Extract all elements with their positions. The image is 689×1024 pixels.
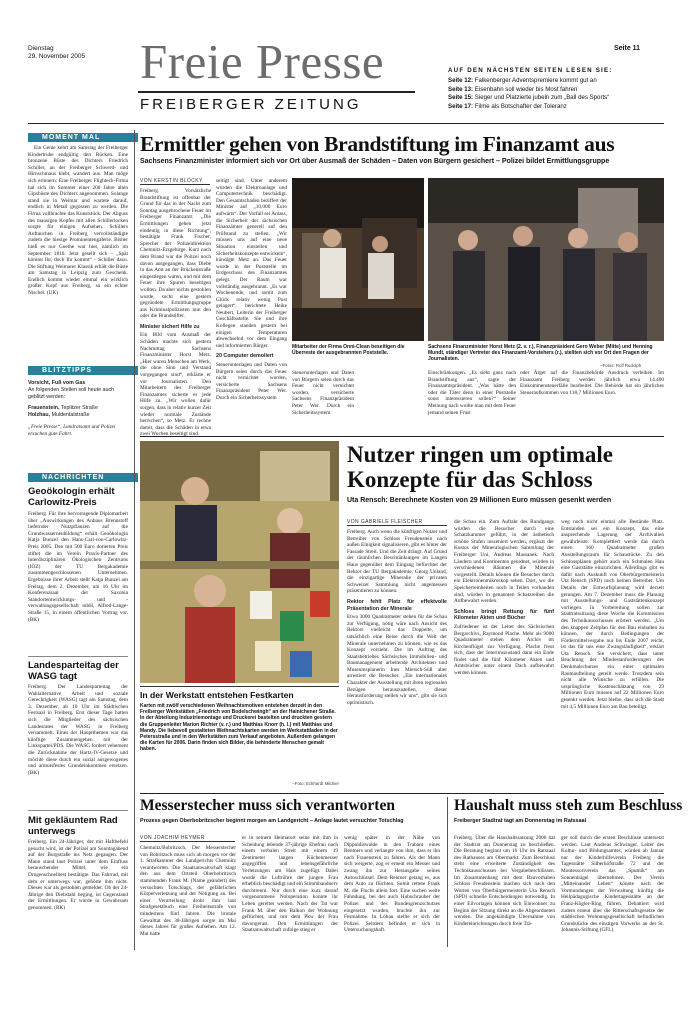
blitztipps-heading: BLITZTIPPS [28,366,138,375]
preview-heading: AUF DEN NÄCHSTEN SEITEN LESEN SIE: [448,67,613,74]
news-1-text: Freiberg. Für ihre hervorragende Diplomarbeit über „Auswirkungen des Anbaus Brennstoff liefernder Nutzpflanzen auf die Grundwasserneubildung“ erhält Geoökologin Katja Bunzel den Hans-Carl-von-Carlowitz-Preis 2005. Den mit 500 Euro dotierten Preis stiftet die im Verein Praxis-Partner des Interdisziplinären Ökologischen Zentrums (IÖZ) der TU Bergakademie zusammengeschlossenen Unternehmen. Ergebnisse ihrer Arbeit stellt Katja Bunzel am Freitag, dem 2. Dezember, um 16 Uhr im Konferenzsaal der Saxonia Standortentwicklungs- und -verwaltungsgesellschaft mbH, Alfred-Lange-Straße 15, in einem öffentlichen Vortrag vor. (BK) [28,511,128,623]
photo-workshop-cards [140,441,339,683]
moment-mal-text: Ein Genie kehrt am Samstag der Freiberger Kindertruhe endgültig den Rücken. Eine bronzene Büste des Dichters Friedrich Schiller, an der Freiberger Schwerd- und Hirnschmaus klebt, wandert aus. Man möge sich erinnern: Eine Freiberger Flightech-Firma hat sich im Sommer einer 200 Jahre alten Gipsbüste des Dichters angenommen. Solange stand sie in Weimar und wartete darauf, endlich in Metall gegossen zu werden. Die Firma vollbrachte das Kunststück. Der Abguss des mausigen Kopfes mit allen Schillerlocken sorgte für einigen Aufsehen. Schillers Auftauchen in Freiberg vervollständigte zudem die hiesige Prominentengalerie. Bisher hieß es nur Goethe war hier, nämlich im September 1810. Jetzt gesellt sich – „Spät kömmt Ihr, doch Ihr kommt“ – Schiller dazu. Die Stiftung Weimarer Klassik erhält die Büste am Samstag in Leipzig zum Geschenk. Endlich kommt wieder einmal ein wirklich großer Kopf aus Freiberg, so ein echter Nischel. (UK) [28,145,128,297]
newspaper-subtitle: FREIBERGER ZEITUNG [140,96,362,113]
photo-cleanup-crew [292,178,424,341]
newspaper-title: Freie Presse [140,34,385,89]
lead-headline: Ermittler gehen von Brandstiftung im Finanzamt aus [140,132,615,156]
news-3-text: Freiberg. Ein 24-Jähriger, der mit Haftbefehl gesucht wird, ist der Polizei am Sonntagabend auf der Burgstraße ins Netz gegangen. Der Mann stand laut Polizei unter dem Einfluss berauschender Mittel, wie ein Drogenschnelltest bestätigte. Das Fahrrad, mit dem er unterwegs war, gehörte ihm nicht. Dieses war als gestohlen gemeldet. Ob der 24-Jährige den Diebstahl beging, ist Gegenstand der Ermittlungen. Er wurde in Gewahrsam genommen. (BK) [28,839,128,911]
news-2-text: Freiberg. Der Landesparteitag der Wahlalternative Arbeit und soziale Gerechtigkeit (WASG) tagt am Samstag, dem 3. Dezember, ab 10 Uhr im Städtischen Festsaal in Freiberg. Erst dieser Tage hatten sich die Mitglieder des sächsischen Landesrates der WASG in Freiberg versammelt. Eines der Hauptthemen war das künftige Zusammengehen mit der Linkspartei/PDS. Die WASG fordert vehement die Zurücknahme der Hartz-IV-Gesetze und möchte diese durch ein sozial ausgewogenes und armutsfestes Grundeinkommen ersetzen. (BK) [28,684,128,776]
news-3-title: Mit gekläuntem Rad unterwegs [28,815,118,837]
workshop-caption-title: In der Werkstatt entstehen Festkarten [140,690,294,700]
bottom-2-column-2: ger soll durch die ersten Beschlüsse untersetzt werden. Laut Andreas Schwinger, Leiter des Kultur- und Bildungsamtes, würden ab Januar nur der Kinderhilfeverein Freiberg die Tagesstätte Silberhöfstraße 72 und der Montessoriverein das „Sputnik“ am Sonnenhügel übernehmen. Der Verein „Mitteinander Leben“ könnte nach der Vormundungen der Verwaltung künftig die Heilpädagogische Kindertagesstätte an der Franz-Kögler-Ring führen. Debattiert wird zudem erneut über die Ritterschaftsgesetze der städtischen Wohnungsgesellschaft befindlichen Grundstücke des einstigen Vorwerks an der St. Johannis-Stiftung (GFL). [561,835,664,934]
photo-1-caption: Mitarbeiter der Firma Onni-Clean beseitigen die Überreste der ausgebrannten Poststelle. [292,344,405,357]
bottom-2-column-1: Freiberg. Über die Haushaltssatzung 2006 hat der Stadtrat am Donnerstag zu beschließen. Die Beratung beginnt um 16 Uhr im Ratssaal des Rathauses am Obermarkt. Zum Beschluss steht eine erweiterte Zuständigkeit des Technikausschusses bei Vergabebeschlüssen. Im Zusammenhang mit dem Bauvorhaben Schloss Freudenstein machen sich nach den Worten von Oberbürgermeisterin Uta Rensch (SPD) schnelle Entscheidungen notwendig. In einer Eilvorlagen können sich Einwohner zu Beginn der Sitzung direkt an die Abgeordneten wenden. Die angekündigte Übernahme von Kindereinrichtungen durch freie Trä- [454,835,555,927]
workshop-caption-box [140,686,339,789]
preview-item: Seite 17: Filme als Botschafter der Toleranz [448,102,567,110]
nachrichten-heading: NACHRICHTEN [28,473,138,482]
blitztipps-box: Vorsicht, Fuß vom Gas An folgenden Stellen soll heute auch geblitzt werden: Frauenstein, Teplitzer Straße Holzhau, Muldentalstraße „Freie Presse“, Landratsamt und Polizei ersuchen gute Fahrt. [28,380,128,438]
schloss-column-2: die Schau ein. Zum Auftakt des Rundgangs würden die Besucher durch eine Schatzkammer geführt, in der ästhetisch schöne Stufen inszeniert werden, ergänzt der Kustos der Mineralogischen Sammlung der Freiberger Uni, Andreas Massanek. Nach Ländern und Kontinenten geordnet, würden in verschiedenen Räumen die Minerale vorgestellt. Details können die Besucher durch ein Elektronenmikroskop sehen. Dort, wo die Speicherreinheiten noch in Teilen vorhanden sind, würden in genannten Schatzreihen die Aufbewahrt werden. Schloss bringt Rettung für fünf Kilometer Akten und Bücher Zufriedener ist der Leiter des Sächsischen Bergarchivs, Raymond Plache. Mehr als 9000 Quadratmeter stehen dem Archiv im Kirchenflügel zur Verfügung. Plache freut sich, dass der Interimszustand dann ein Ende findet und die fünf Kilometer Akten und Amtsbücher unter einem Dach aufbewahrt werden können. [454,519,554,677]
preview-list [448,77,609,111]
workshop-photo-credit: –Foto: Eckhardt Mildner [292,781,339,786]
bottom-1-byline: VON JOACHIM HEYMER [140,835,235,842]
news-2-title: Landesparteitag der WASG tagt [28,660,119,682]
bottom-1-headline: Messerstecher muss sich verantworten [140,797,395,814]
schloss-byline: VON GABRIELE FLEISCHER [347,519,447,526]
lead-column-1: Freiberg. Vorsätzliche Brandstiftung ist offenbar der Grund für das in der Nacht zum Sonntag ausgebrochene Feuer im Freiberger Finanzamt. „Die Ermittlungen gehen jetzt eindeutig in diese Richtung“, bestätigte Frank Fischer, Sprecher der Polizeidirektion Chemnitz-Erzgebirge. Kurz nach dem Brand war die Polizei noch davon ausgegangen, dass Diebe in das Amt an der Brückenstraße eingestiegen waren, und mit dem Feuer ihre Spuren beseitigen wollten. Da aber nichts gestohlen wurde, sucht eine gestern gegründete Ermittlungsgruppe aus Kriminalpolizisten nun den oder die Brandstifter. Minister sichert Hilfe zu Ein Bild vom Ausmaß der Schäden machte sich gestern Nachmittag Sachsens Finanzminister Horst Metz. „Hier waren Menschen am Werk, die ohne Sinn und Verstand vorgegangen sind“, erklärte er vor Journalisten. Den Mitarbeitern des Freiberger Finanzamtes sicherte er jede Hilfe zu. „Wir wollen dafür sorgen, dass in relativ kurzer Zeit wieder normale Zustände herrschen“, so Metz. Er rechne damit, dass die Schäden in etwa zwei Wochen beseitigt sind. [140,188,211,438]
workshop-caption-text: Karten mit zwölf verschiedenen Weihnachtsmotiven entstehen derzeit in den Freiberger Werkstätten „Friedrich von Bodelschwingh“ an der Hainichener Straße. In der Abteilung Industriemontage und Druckerei bastelten und druckten gestern die Gruppenleiter Marion Richter (v. r.) und Matthias Knorr (h. l.) mit Matthias und Mandy. Die liebevoll gestalteten Weihnachtskarten werden im Werkstattladen in der Petersstraße und in den Werkstätten zum Verkauf angeboten. Außerdem gelangen die Karten für 2006. Darin finden sich Bilder, die behinderte Menschen gemalt haben. [140,703,338,753]
schloss-column-3: weg noch nicht einmal alle Bestände Platz. Entstanden sei ein Konzept, das eine ansprechende Lagerung der Archivalien gewährleiste. Komplettiert werde das durch einen 160 Quadratmeter großen Ausstellungsraum für Schaustücke. Zu den Schlossplänen gehört auch ein Schmalen Hau eine Gaststätte einzurichten. Allerdings gibt es dafür nach Auskunft von Oberbürgermeisterin Uta Rensch (SPD) noch keinen Betreiber. Um Details der Entwurfsplanung wird derzeit gerungen. Am 7. Dezember muss die Planung mit Ausstellungs- und Gaststättenkonzept vorliegen. In Vorbereitung sollen zur Stadtratssitzung diese Woche die Kommission des Technikausschusses erörtert werden. „Um den knappen Zeitplan für den Bau einhalten zu können, der durch Bedingungen der Fördermittelvergabe nur bis Ende 2007 reicht, ist das für uns eine Zwangsläufigkeit“, erklärt Uta Rensch. Sie versichert, dass unter Beachtung der Mindestanforderungen des Denkmalschutzes ein einer optimalen Raumaufteilung geteilt werde. Trotzdem sein nicht alle Wünsche zu erfüllen. Die ursprüngliche Kostenschätzung von 29 Millionen Euro müssen auf 22 Millionen Euro gesenkt werden. Jetzt bleibe, dass sich die Stadt mit 4,5 Millionen Euro am Bau beteiligt. [561,519,664,710]
photo-2-caption: Sachsens Finanzminister Horst Metz (2. v. r.), Finanzpräsident Gero Weber (Mitte) und Henning Mundt, ständiger Vertreter des Finanzamt-Vorstehers (r.), stellten sich vor Ort den Fragen der Journalisten. [428,344,653,363]
lead-byline: VON KERSTIN BLÖCKY [140,178,210,185]
blitztipps-note: „Freie Presse“, Landratsamt und Polizei ersuchen gute Fahrt. [28,423,116,437]
issue-day: Dienstag [28,45,54,52]
bottom-1-column-2: er in seinem Heimatort seine mit ihm in Scheidung lebende 37-jährige Ehefrau nach einem verbalen Streit mit einem 19 Zentimeter langen Küchenmesser angegriffen und lebensgefährliche Verletzungen am Hals zugefügt. Dabei wurde die Luftröhre der jungen Frau erheblich beschädigt und ein Stimmbandnerv durchtrennt. Nur durch eine kurz darauf vorgenommene Notoperation konnte ihr Leben gerettet werden. Nach der Tat war Frank M. über den Balkon der Wohnung geflüchtet, und mit dem Pkw der Frau davongerast. Den Ermittlungen der Staatsanwaltschaft zufolge stieg er [242,835,338,934]
bottom-2-subhead: Freiberger Stadtrat tagt am Donnerstag im Ratssaal [454,818,587,824]
news-1-title: Geoökologin erhält Carlowitz-Preis [28,486,115,508]
schloss-headline: Nutzer ringen um optimale Konzepte für das Schloss [347,442,613,492]
lead-photo-credit: –Fotos: Rolf Rudolph [600,363,642,368]
lead-column-3: Steuerunterlagen und Daten von Bürgern seien durch das Feuer nicht vernichtet worden, versicherte Sachsens Finanzpräsident Peter Wer. Durch ein Sicherheitssystem [292,370,354,416]
blitztipps-intro: An folgenden Stellen soll heute auch geblitzt werden: [28,386,114,400]
preview-item: Seite 15: Sieger und Platzierte jubeln zum „Ball des Sports“ [448,94,610,102]
bottom-1-subhead: Prozess gegen Oberbobritzscher beginnt morgen am Landgericht – Anlage lautet versuchter Totschlag [140,818,404,824]
preview-item: Seite 12: Falkenberger Adventspremiere kommt gut an [448,77,597,84]
lead-subhead-minister: Minister sichert Hilfe zu [140,323,200,330]
schloss-subhead: Uta Rensch: Berechnete Kosten von 29 Millionen Euro müssen gesenkt werden [347,497,612,504]
lead-column-5: Einschränkungen. „Es sieht ganz nach Brandstiftung aus“, sagte der Finanzamtspräsident. „Was hätte den oder die Täter denn in einer Poststelle sonst interessieren sollen?“ Seiner Meinung nach wollte man mit dem Feuer jemand seinen Frust [428,370,516,416]
bottom-2-headline: Haushalt muss steh zum Beschluss [454,797,683,814]
bottom-1-column-3: wenig später in der Nähe von Dippoldiswalde in den Trabant eines Rentners und verlangte von ihm, dass er ihn nach Frauenstein zu fahren. Als der Mann sich weigerte, zog er erneut ein Messer und zwang ihn zur Herausgabe seines Autoschlüssel. Dem Rentner gelang es, aus dem Auto zu flüchten. Somit rettete Frank M. die Flucht allein fort. Eine suchen weite Fahndung, bei der auch Hubschrauber der Polizei und des Bundesgrenzschutzes eingesetzt wurden, brachte ihn zur Festnahme. In Löbau stellte er sich der Polizei. Seitdem befindet er sich in Untersuchungshaft. [344,835,440,934]
page-number: Seite 11 [614,45,641,52]
lead-column-6: oder Ärger auf die Finanzbehörde Ausdruck verleihen. Im Finanzamt Freiberg werden jährlich etwa 14.400 Einkommensteuerfälle bearbeitet. Die Behörde hat ein jährliches Steueraufkommen von 118,7 Millionen Euro. [520,370,664,396]
blitztipps-title: Vorsicht, Fuß vom Gas [28,380,86,386]
schloss-subhead-rektor: Rektor fehlt Platz für effektvolle Präsentation der Minerale [347,598,447,612]
schloss-column-1: Freiberg. Auch wenn die künftigen Nutzer und Betreiber von Schloss Freudenstein nach außen Einigkeit signalisieren, gibt es hinter der Fassade Streit. Und die Zeit drängt. Auf Grund der räumlichen Beschränkungen im Langen Haus gegenüber dem Eingang befürchtet der Rektor der TU Bergakademie, Georg Unland, die einzigartige Mineralie der privaten Schweizer Sammlung nicht angemessen präsentieren zu können. Rektor fehlt Platz für effektvolle Präsentation der Minerale Etwa 3000 Quadratmeter stehen für die Schau zur Verfügung, nötig wäre nach Ansicht des Rektors vielleicht das Doppelte, um tatsächlich eine Reise durch die Welt der Minerale unternehmen zu können, wie es das Konzept vorsieht. Die im Auftrag des Staatsbetriebes Sächsisches Immobilien- und Baumanagement arbeitende Architekten und Museumsplanerin Ines Miersch-Süß aber arrestiert die Besucher. „Ein internationales Charakter der Ausstellung mit ihren regionalen Bezügen herauszustellen, dieser Herausforderung stellen wir uns“, gibt sie sich optimistisch. [347,529,447,706]
photo-minister-visit [428,178,664,341]
lead-column-2: seitigt sind. Unter anderem wurden die Elektroanlage und Computertechnik beschädigt. Den Gesamtschaden beziffert der Minister auf „10.000 Euro aufwärts“. Der Vorfall sei Anlass, die Sicherheit der sächsischen Finanzämter generell auf den Prüfstand zu stellen. „Wir müssen uns auf eine neue Situation einstellen und Sicherheitskonzepte entwickeln“, kündigte Metz an. Das Feuer wurde in der Poststelle im Erdgeschoss des Finanzamtes gelegt. Der Raum war vollständig ausgebrannt. „Es war Wochenende, und somit zum Glück relativ wenig Post gelagert“, berichtete Heike Neubert, Leiterin der Freiberger Geschäftsstelle. Sie und ihre Kollegen standen gestern bei einigen Temperaturen abwechselnd vor dem Eingang und informierten Bürger. 20 Computer demoliert Steuerunterlagen und Daten von Bürgern seien durch das Feuer nicht vernichtet worden, versicherte Sachsens Finanzpräsident Peter Wer. Durch ein Sicherheitssystem [216,178,288,401]
lead-subhead-computer: 20 Computer demoliert [216,353,274,360]
issue-date: 29. November 2005 [28,53,86,60]
lead-subhead: Sachsens Finanzminister informiert sich vor Ort über Ausmaß der Schäden – Daten von Bürgern gesichert – Polizei bildet Ermittlungsgruppe [140,158,610,165]
schloss-subhead-archive: Schloss bringt Rettung für fünf Kilometer Akten und Bücher [454,608,554,622]
preview-item: Seite 13: Eisenbahn soll wieder bis Most fahren [448,85,578,93]
moment-mal-heading: MOMENT MAL [28,133,138,142]
bottom-1-column-1: Chemnitz/Bobritzsch. Der Messerstecher von Bobritzsch muss sich ab morgen vor der 1. Strafkammer des Landgerichts Chemnitz verantworten. Die Staatsanwaltschaft klagt den aus dem Ortsteil Oberbobritzsch stammenden Frank M. (Name geändert) des versuchten Totschlags, der gefährlichen Körperverletzung und der Nötigung an. Bei einer Verurteilung droht ihm laut Strafgesetzbuch eine Freiheitsstrafe von mindestens fünf Jahren. Die brutale Gewalttat des 38-Jährigen sorgte im Mai dieses Jahres für großes Aufsehen. Am 12. Mai hatte [140,845,236,937]
